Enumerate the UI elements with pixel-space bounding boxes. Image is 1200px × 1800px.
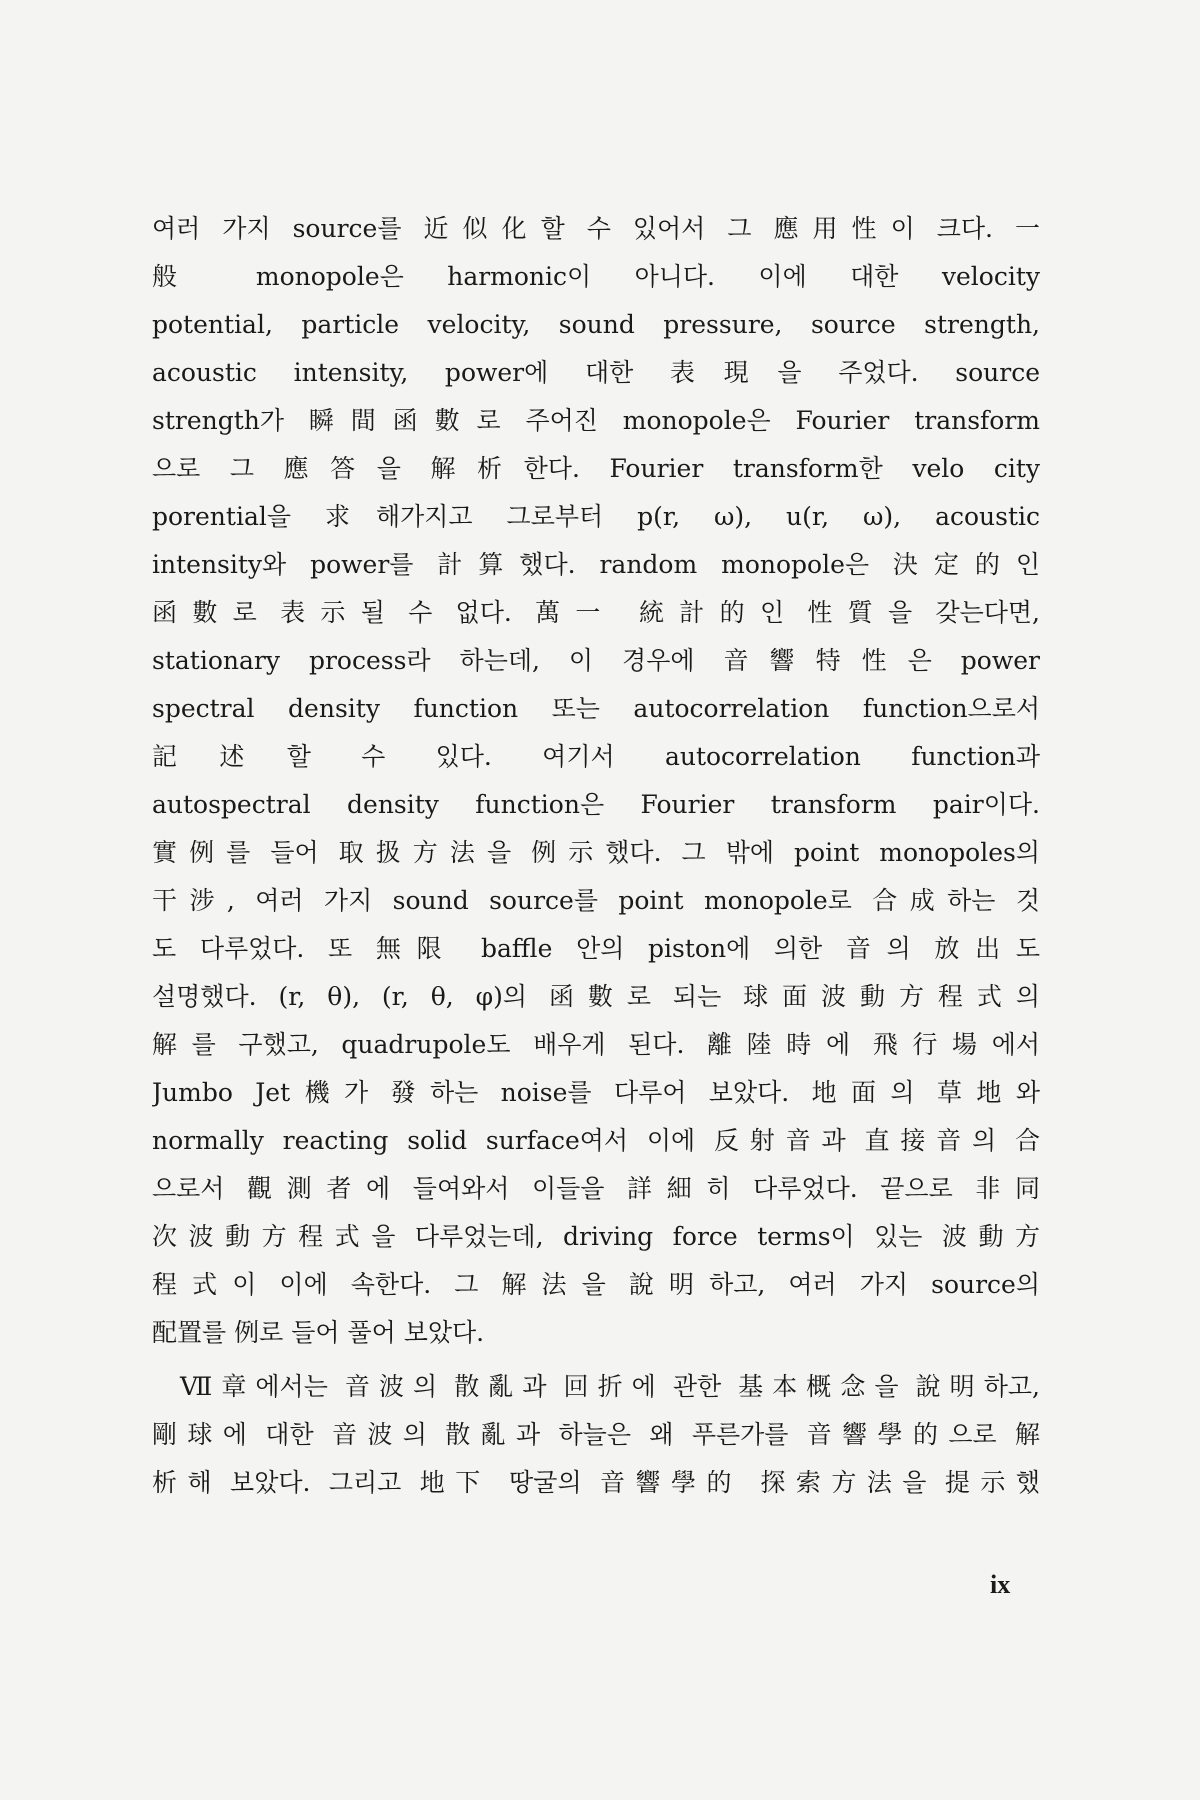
text-line: Ⅶ章에서는 音波의 散亂과 回折에 관한 基本概念을 說明하고, [180, 1372, 1040, 1401]
text-line: strength가 瞬間函數로 주어진 monopole은 Fourier transform [152, 406, 1040, 435]
text-line: autospectral density function은 Fourier transform pair이다. [152, 790, 1040, 819]
paragraph-2 [152, 1363, 1040, 1507]
text-line: potential, particle velocity, sound pressure, source strength, [152, 310, 1040, 339]
text-line: 般 monopole은 harmonic이 아니다. 이에 대한 velocity [152, 262, 1040, 291]
text-line: 干涉, 여러 가지 sound source를 point monopole로 合成하는 것 [152, 886, 1040, 915]
text-line: 설명했다. (r, θ), (r, θ, φ)의 函數로 되는 球面波動方程式의 [152, 982, 1040, 1011]
text-line: 程式이 이에 속한다. 그 解法을 說明하고, 여러 가지 source의 [152, 1270, 1040, 1299]
text-line: 記述할 수 있다. 여기서 autocorrelation function과 [152, 742, 1040, 771]
text-line: 으로 그 應答을 解析한다. Fourier transform한 velo city [152, 454, 1040, 483]
text-line: spectral density function 또는 autocorrelation function으로서 [152, 694, 1040, 723]
text-line: Jumbo Jet機가 發하는 noise를 다루어 보았다. 地面의 草地와 [152, 1078, 1040, 1107]
text-line: 剛球에 대한 音波의 散亂과 하늘은 왜 푸른가를 音響學的으로 解 [152, 1420, 1040, 1449]
text-line: 으로서 觀測者에 들여와서 이들을 詳細히 다루었다. 끝으로 非同 [152, 1174, 1040, 1203]
text-line: porential을 求해가지고 그로부터 p(r, ω), u(r, ω), acoustic [152, 502, 1040, 531]
text-line: 여러 가지 source를 近似化할 수 있어서 그 應用性이 크다. 一 [152, 214, 1040, 243]
text-line: intensity와 power를 計算했다. random monopole은 決定的인 [152, 550, 1040, 579]
text-line: 析해 보았다. 그리고 地下 땅굴의 音響學的 探索方法을 提示했 [152, 1468, 1040, 1497]
body-text [152, 205, 1040, 1507]
text-line: 實例를 들어 取扱方法을 例示했다. 그 밖에 point monopoles의 [152, 838, 1040, 867]
text-line: 函數로 表示될 수 없다. 萬一 統計的인 性質을 갖는다면, [152, 598, 1040, 627]
text-line: 解를 구했고, quadrupole도 배우게 된다. 離陸時에 飛行場에서 [152, 1030, 1040, 1059]
page-number: ix [990, 1570, 1011, 1599]
text-line: normally reacting solid surface여서 이에 反射音과 直接音의 合 [152, 1126, 1040, 1155]
paragraph-1 [152, 205, 1040, 1357]
text-line: 도 다루었다. 또 無限 baffle 안의 piston에 의한 音의 放出도 [152, 934, 1040, 963]
text-line: stationary process라 하는데, 이 경우에 音響特性은 power [152, 646, 1040, 675]
text-line: 次波動方程式을 다루었는데, driving force terms이 있는 波動方 [152, 1222, 1040, 1251]
text-line: acoustic intensity, power에 대한 表現을 주었다. source [152, 358, 1040, 387]
text-line: 配置를 例로 들어 풀어 보았다. [152, 1318, 485, 1347]
